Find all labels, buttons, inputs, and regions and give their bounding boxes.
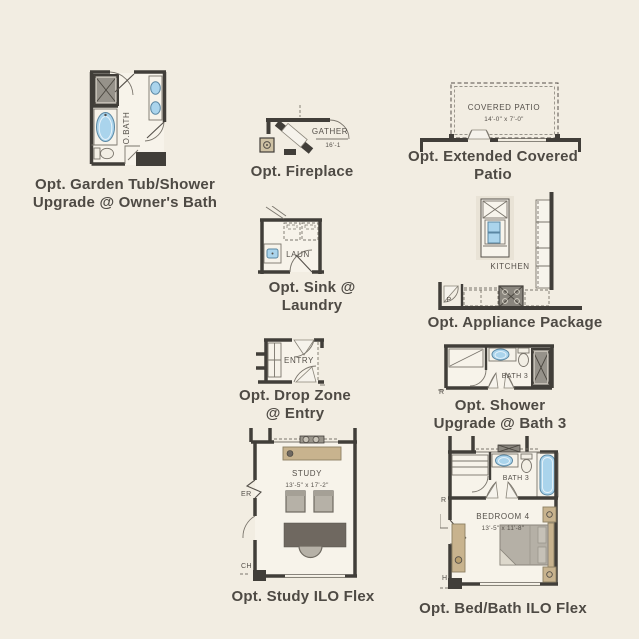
caption-line: Opt. Shower <box>454 397 546 414</box>
toilet-tank <box>94 148 100 159</box>
er-partial-label: ER <box>241 491 252 498</box>
headboard <box>548 523 554 567</box>
door-swing <box>243 516 255 538</box>
caption-line: Upgrade @ Bath 3 <box>433 415 567 432</box>
fireplace-plan <box>256 104 352 164</box>
tub-faucet <box>104 114 106 116</box>
covered-patio-label: COVERED PATIO <box>467 103 541 112</box>
caption-bed-bath <box>408 600 598 618</box>
laundry-plan <box>256 206 326 284</box>
study-plan <box>240 428 362 586</box>
r-label: R <box>439 389 445 396</box>
owners-bath-label: O.BATH <box>122 111 131 145</box>
bedroom4-dim: 13'-5" x 11'-8" <box>481 525 525 532</box>
caption-line: Opt. Extended Covered Patio <box>407 148 579 183</box>
covered-patio-dim: 14'-0" x 7'-0" <box>484 116 524 123</box>
caption-drop-zone <box>225 387 365 423</box>
toilet-icon <box>519 354 529 367</box>
sink-icon <box>151 82 161 95</box>
caption-line: Upgrade @ Owner's Bath <box>32 194 218 211</box>
island-sink-icon <box>488 222 500 232</box>
caption-patio <box>393 148 593 184</box>
entry-label: ENTRY <box>284 356 314 365</box>
caption-line: Opt. Sink @ Laundry <box>268 279 356 314</box>
caption-fireplace <box>232 163 372 181</box>
pantry-label: P <box>446 297 452 304</box>
base-cabinets <box>525 290 549 306</box>
study-label: STUDY <box>291 469 323 478</box>
gather-label: GATHER <box>311 127 349 136</box>
bedroom4-label: BEDROOM 4 <box>476 512 530 521</box>
toilet-icon <box>522 460 532 473</box>
shower-bath3-plan <box>438 336 560 396</box>
caption-line: Opt. Bed/Bath ILO Flex <box>419 600 587 617</box>
appliance-package-plan <box>436 192 586 332</box>
sink-icon <box>151 102 161 115</box>
caption-line: Opt. Drop Zone <box>239 387 351 404</box>
bath3-label: BATH 3 <box>502 475 530 482</box>
drop-zone-plan <box>254 328 326 390</box>
caption-shower-bath3 <box>410 397 590 433</box>
r-label: R <box>441 497 447 504</box>
caption-laundry <box>237 279 387 315</box>
dresser <box>452 524 465 572</box>
window <box>498 139 546 142</box>
h-partial-label: H <box>442 575 448 582</box>
caption-line: Opt. Garden Tub/Shower <box>35 176 215 193</box>
toilet-tank <box>521 454 532 459</box>
island-sink-icon <box>488 233 500 243</box>
caption-line: Opt. Study ILO Flex <box>231 588 375 605</box>
caption-study <box>228 588 378 606</box>
laundry-label: LAUN <box>286 250 310 259</box>
nightstand <box>543 567 556 582</box>
study-dim: 13'-5" x 17'-2" <box>285 482 329 489</box>
wall-block <box>253 570 266 581</box>
wall-block <box>136 152 166 166</box>
bath3-label: BATH 3 <box>501 373 529 380</box>
caption-garden-tub <box>20 176 230 212</box>
fireplace-icon <box>282 123 308 147</box>
caption-appliance <box>425 314 605 332</box>
extended-patio-plan <box>418 76 583 154</box>
caption-line: @ Entry <box>265 405 325 422</box>
bed-bath-plan <box>440 436 564 594</box>
kitchen-label: KITCHEN <box>490 262 530 271</box>
wall-block <box>448 578 462 589</box>
gather-dim: 16'-1 <box>325 142 341 149</box>
caption-line: Opt. Appliance Package <box>427 314 603 331</box>
ch-partial-label: CH <box>241 563 252 570</box>
toilet-icon <box>101 148 114 158</box>
garden-tub-plan <box>88 64 170 172</box>
desk-icon <box>284 523 346 547</box>
nightstand <box>543 507 556 522</box>
caption-line: Opt. Fireplace <box>250 163 354 180</box>
toilet-tank <box>518 348 529 353</box>
